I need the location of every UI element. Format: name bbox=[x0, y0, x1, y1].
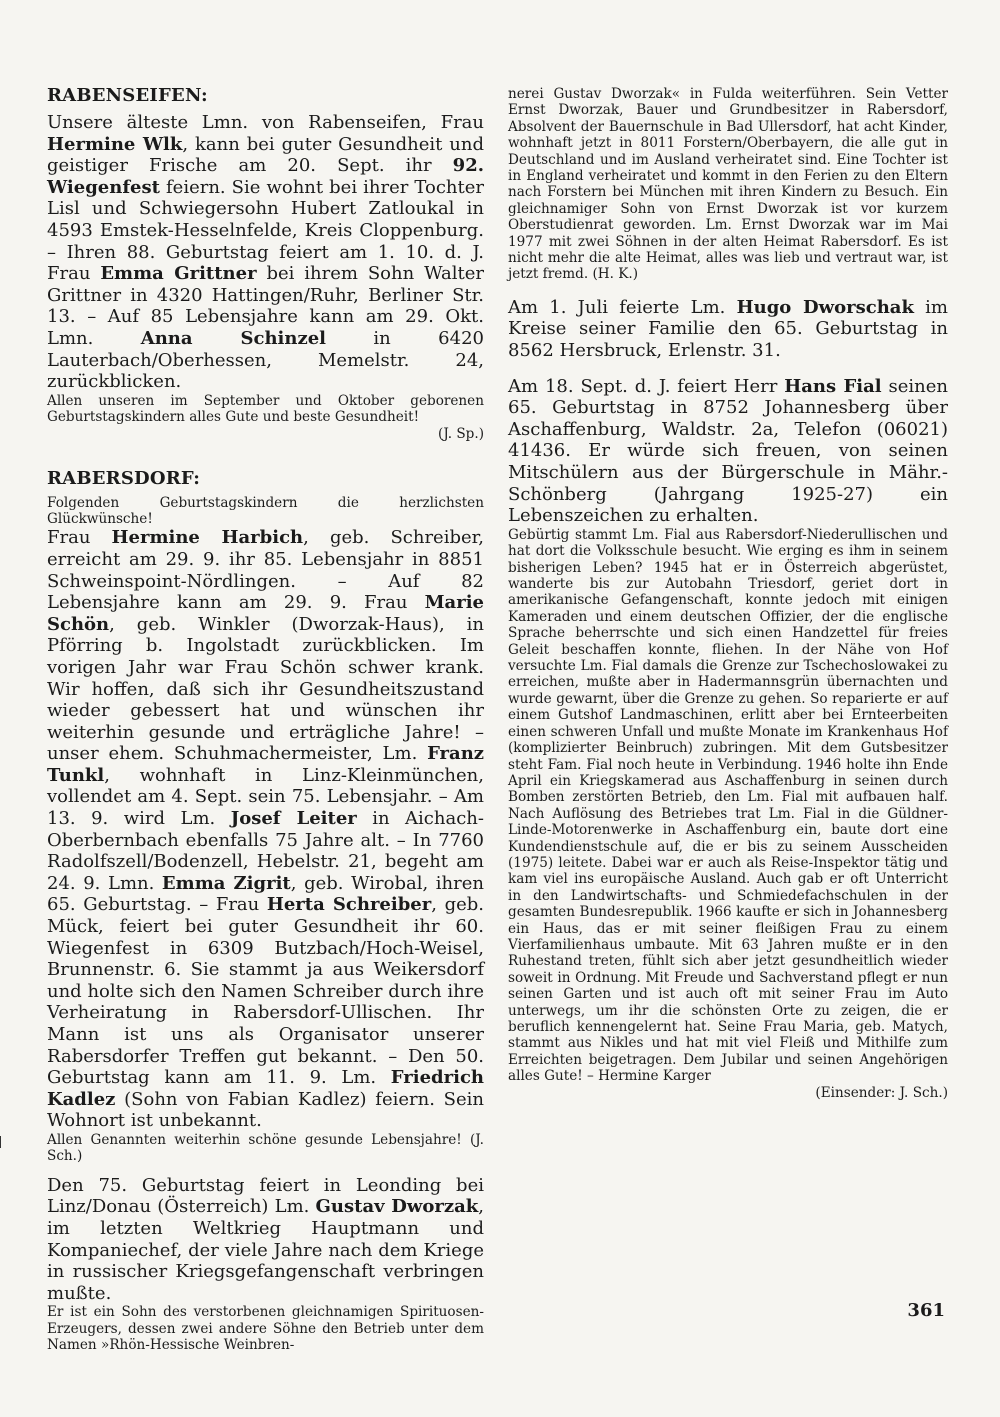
section-heading-rabenseifen: RABENSEIFEN: bbox=[47, 85, 208, 106]
text-segment: , geb. Schreiber, erreicht am 29. 9. ihr 85. Lebensjahr in 8851 Schweinspoint-Nördlingen. – Auf 82 Lebensjahre kann am 29. 9. Frau bbox=[47, 527, 484, 614]
person-name: Franz Tunkl bbox=[47, 743, 484, 786]
text-segment: , kann bei guter Gesundheit und geistiger Frische am 20. Sept. ihr bbox=[47, 133, 484, 177]
text-segment: feiern. Sie wohnt bei ihrer Tochter Lisl und Schwiegersohn Hubert Zatloukal in 4593 Emstek-Hesselnfelde, Kreis Cloppenburg. – Ihren 88. Geburtstag feiert am 1. 10. d. J. Frau bbox=[47, 176, 484, 285]
text-segment: bei ihrem Sohn Walter Grittner in 4320 Hattingen/Ruhr, Berliner Str. 13. – Auf 85 Lebensjahre kann am 29. Okt. Lmn. bbox=[47, 263, 485, 349]
person-name: Hugo Dworschak bbox=[736, 296, 914, 318]
rabersdorf-intro: Folgenden Geburtstagskindern die herzlichsten Glückwünsche! bbox=[47, 494, 484, 527]
rabenseifen-signature: (J. Sp.) bbox=[438, 425, 484, 442]
text-segment: Am 1. Juli feierte Lm. bbox=[508, 296, 737, 318]
rabersdorf-paragraph bbox=[47, 527, 484, 1132]
person-name: Gustav Dworzak bbox=[315, 1196, 479, 1218]
section-heading-rabersdorf: RABERSDORF: bbox=[47, 467, 201, 489]
person-name: Josef Leiter bbox=[230, 808, 357, 830]
person-name: Herta Schreiber bbox=[266, 894, 432, 916]
page-number: 361 bbox=[907, 1300, 945, 1321]
text-segment: Unsere älteste Lmn. von Rabenseifen, Frau bbox=[47, 112, 484, 133]
hans-fial-paragraph bbox=[508, 376, 948, 527]
dworzak-paragraph bbox=[47, 1175, 484, 1305]
text-segment: , wohnhaft in Linz-Kleinmünchen, vollendet am 4. Sept. sein 75. Lebensjahr. – Am 13. 9. wird Lm. bbox=[47, 764, 484, 830]
text-segment: (Sohn von Fabian Kadlez) feiern. Sein Wohnort ist unbekannt. bbox=[47, 1088, 484, 1132]
text-segment: in 6420 Lauterbach/Oberhessen, Memelstr. 24, zurückblicken. bbox=[47, 327, 484, 393]
text-segment: , geb. Winkler (Dworzak-Haus), in Pförring b. Ingolstadt zurückblicken. Im vorigen Jahr war Frau Schön schwer krank. Wir hoffen, daß sich ihr Gesundheitszustand wieder gebessert hat und wünschen ihr weiterhin gesunde und erträgliche Jahre! – unser ehem. Schuhmachermeister, Lm. bbox=[47, 613, 484, 765]
text-segment: im Kreise seiner Familie den 65. Geburtstag in 8562 Hersbruck, Erlenstr. 31. bbox=[508, 296, 948, 362]
text-segment: , geb. Wirobal, ihren 65. Geburtstag. – Frau bbox=[47, 872, 484, 916]
rabenseifen-wishes: Allen unseren im September und Oktober geborenen Geburtstagskindern alles Gute und beste Gesundheit! bbox=[47, 392, 484, 426]
text-segment: Am 18. Sept. d. J. feiert Herr bbox=[508, 375, 785, 397]
person-name: Friedrich Kadlez bbox=[47, 1067, 484, 1110]
fial-signature: (Einsender: J. Sch.) bbox=[815, 1084, 948, 1101]
rabersdorf-wishes: Allen Genannten weiterhin schöne gesunde Lebensjahre! (J. Sch.) bbox=[47, 1131, 484, 1165]
margin-mark bbox=[0, 1136, 7, 1148]
text-segment: Frau bbox=[47, 527, 112, 549]
left-column bbox=[47, 86, 484, 1354]
person-name: Marie Schön bbox=[47, 592, 484, 635]
text-segment: in Aichach-Oberbernbach ebenfalls 75 Jahre alt. – In 7760 Radolfszell/Bodenzell, Hebelstr. 21, begeht am 24. 9. Lmn. bbox=[47, 808, 484, 894]
text-segment: , im letzten Weltkrieg Hauptmann und Kompaniechef, der viele Jahre nach dem Kriege in russischer Kriegsgefangenschaft verbringen mußte. bbox=[47, 1196, 484, 1304]
text-segment: Den 75. Geburtstag feiert in Leonding bei Linz/Donau (Österreich) Lm. bbox=[47, 1174, 484, 1218]
fial-biography: Gebürtig stammt Lm. Fial aus Rabersdorf-Niederullischen und hat dort die Volksschule besucht. Wie erging es ihm in seinem bisherigen Leben? 1945 hat er in Österreich abgerüstet, wanderte bis zur Autobahn Triesdorf, geriet dort in amerikanische Gefangenschaft, konnte jedoch mit einigen Kameraden und einem deutschen Offizier, der die englische Sprache beherrschte und sich einen Handzettel für freies Geleit beschaffen konnte, fliehen. In der Nähe von Hof versuchte Lm. Fial damals die Grenze zur Tschechoslowakei zu erreichen, mußte aber in Hadermannsgrün übernachten und wurde gewarnt, über die Grenze zu gehen. So reparierte er auf einem Gutshof Landmaschinen, erlitt aber bei Ernteerbeiten einen schweren Unfall und mußte Monate im Krankenhaus Hof (komplizierter Beinbruch) zubringen. Mit dem Gutsbesitzer steht Fam. Fial noch heute in Verbindung. 1946 holte ihn Ende April ein Kriegskamerad aus Aschaffenburg in seinen durch Bomben zerstörten Betrieb, den Lm. Fial mit aufbauen half. Nach Auflösung des Betriebes trat Lm. Fial in die Güldner-Linde-Motorenwerke in Aschaffenburg ein, baute dort eine Kundendienstschule auf, die er bis zu seinem Ausscheiden (1975) leitete. Dabei war er auch als Reise-Inspektor tätig und kam viel ins europäische Ausland. Auch gab er oft Unterricht in den Landwirtschafts- und Schmiedefachschulen in der gesamten Bundesrepublik. 1966 kaufte er sich in Johannesberg ein Haus, das er mit seiner fleißigen Frau zu einem Vierfamilienhaus umbaute. Mit 63 Jahren mußte er in den Ruhestand treten, fühlt sich aber jetzt gesundheitlich wieder soweit in Ordnung. Mit Freude und Sachverstand pflegt er nun seinen Garten und ist auch oft mit seiner Frau im Auto unterwegs, um ihr die schönsten Orte zu zeigen, die er beruflich kennengelernt hat. Seine Frau Maria, geb. Matych, stammt aus Nikles und hat mit viel Fleiß und Mithilfe zum Erreichten beigetragen. Dem Jubilar und seinen Angehörigen alles Gute! – Hermine Karger bbox=[508, 526, 948, 1085]
person-name: Hermine Wlk bbox=[47, 133, 183, 155]
person-name: Hans Fial bbox=[784, 375, 882, 397]
rabenseifen-paragraph bbox=[47, 112, 484, 393]
dworzak-continuation: nerei Gustav Dworzak« in Fulda weiterführen. Sein Vetter Ernst Dworzak, Bauer und Grundbesitzer in Rabersdorf, Absolvent der Bauernschule in Bad Ullersdorf, hat acht Kinder, wohnhaft jetzt in 8011 Forstern/Oberbayern, die alle gut in Deutschland und im Ausland verheiratet sind. Eine Tochter ist in England verheiratet und kommt in den Ferien zu den Eltern nach Forstern bei München mit ihren Kindern zu Besuch. Ein gleichnamiger Sohn von Ernst Dworzak ist vor kurzem Oberstudienrat geworden. Lm. Ernst Dworzak war im Mai 1977 mit zwei Söhnen in der alten Heimat Rabersdorf. Es ist nicht mehr die alte Heimat, alles was lieb und vertraut war, ist jetzt fremd. (H. K.) bbox=[508, 86, 948, 283]
person-name: Hermine Harbich bbox=[111, 527, 304, 549]
person-name: Emma Grittner bbox=[100, 263, 257, 285]
person-name: Emma Zigrit bbox=[161, 872, 291, 894]
person-name: 92. Wiegenfest bbox=[47, 155, 484, 198]
text-segment: seinen 65. Geburtstag in 8752 Johannesberg über Aschaffenburg, Waldstr. 2a, Telefon (06021) 41436. Er würde sich freuen, von seinen Mitschülern aus der Bürgerschule in Mähr.-Schönberg (Jahrgang 1925-27) ein Lebenszeichen zu erhalten. bbox=[508, 375, 948, 527]
person-name: Anna Schinzel bbox=[140, 327, 326, 349]
hugo-dworschak-paragraph bbox=[508, 297, 948, 362]
dworzak-family-paragraph: Er ist ein Sohn des verstorbenen gleichnamigen Spirituosen-Erzeugers, dessen zwei andere Söhne den Betrieb unter dem Namen »Rhön-Hessische Weinbren- bbox=[47, 1304, 484, 1354]
right-column bbox=[508, 86, 948, 1102]
text-segment: , geb. Mück, feiert bei guter Gesundheit ihr 60. Wiegenfest in 6309 Butzbach/Hoch-Weisel, Brunnenstr. 6. Sie stammt ja aus Weikersdorf und holte sich den Namen Schreiber durch ihre Verheiratung in Rabersdorf-Ullischen. Ihr Mann ist uns als Organisator unserer Rabersdorfer Treffen gut bekannt. – Den 50. Geburtstag kann am 11. 9. Lm. bbox=[47, 894, 484, 1089]
